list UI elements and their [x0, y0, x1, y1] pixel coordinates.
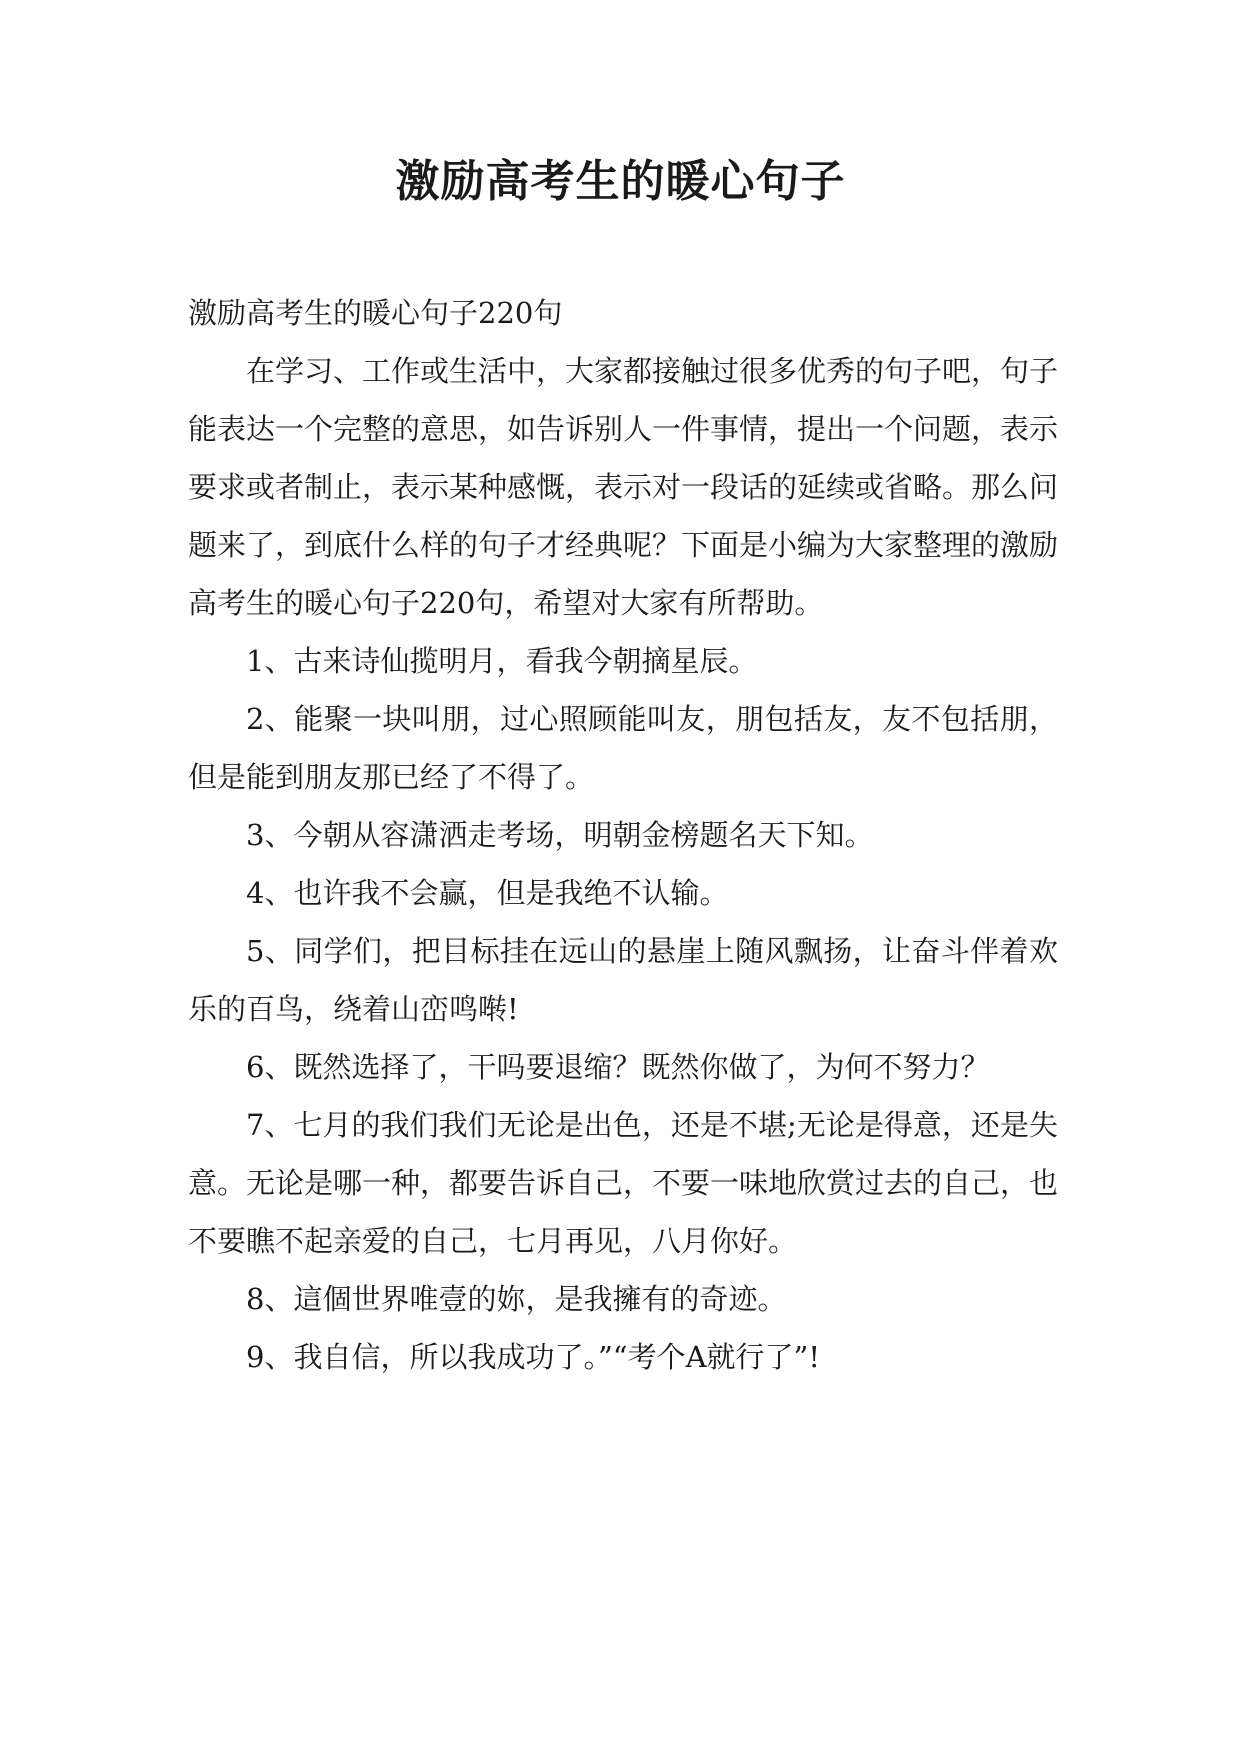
document-title: 激励高考生的暖心句子: [395, 156, 846, 207]
document-body: [188, 284, 1058, 1386]
list-item: 9、我自信，所以我成功了。”“考个A就行了”!: [246, 1340, 821, 1374]
list-item: 4、也许我不会赢，但是我绝不认输。: [246, 876, 729, 910]
list-item: 2、能聚一块叫朋，过心照顾能叫友，朋包括友，友不包括朋，但是能到朋友那已经了不得了。: [188, 702, 1058, 794]
document-subtitle: 激励高考生的暖心句子220句: [188, 296, 563, 330]
list-item: 5、同学们，把目标挂在远山的悬崖上随风飘扬，让奋斗伴着欢乐的百鸟，绕着山峦鸣啭!: [188, 934, 1058, 1026]
list-item: 7、七月的我们我们无论是出色，还是不堪;无论是得意，还是失意。无论是哪一种，都要告诉自己，不要一味地欣赏过去的自己，也不要瞧不起亲爱的自己，七月再见，八月你好。: [188, 1108, 1059, 1258]
list-item: 1、古来诗仙揽明月，看我今朝摘星辰。: [246, 644, 758, 678]
list-item: 8、這個世界唯壹的妳，是我擁有的奇迹。: [246, 1282, 787, 1316]
list-item: 3、今朝从容潇洒走考场，明朝金榜题名天下知。: [246, 818, 874, 852]
list-item: 6、既然选择了，干吗要退缩？既然你做了，为何不努力？: [246, 1050, 990, 1084]
intro-paragraph: 在学习、工作或生活中，大家都接触过很多优秀的句子吧，句子能表达一个完整的意思，如告诉别人一件事情，提出一个问题，表示要求或者制止，表示某种感慨，表示对一段话的延续或省略。那么问题来了，到底什么样的句子才经典呢？下面是小编为大家整理的激励高考生的暖心句子220句，希望对大家有所帮助。: [188, 354, 1059, 620]
